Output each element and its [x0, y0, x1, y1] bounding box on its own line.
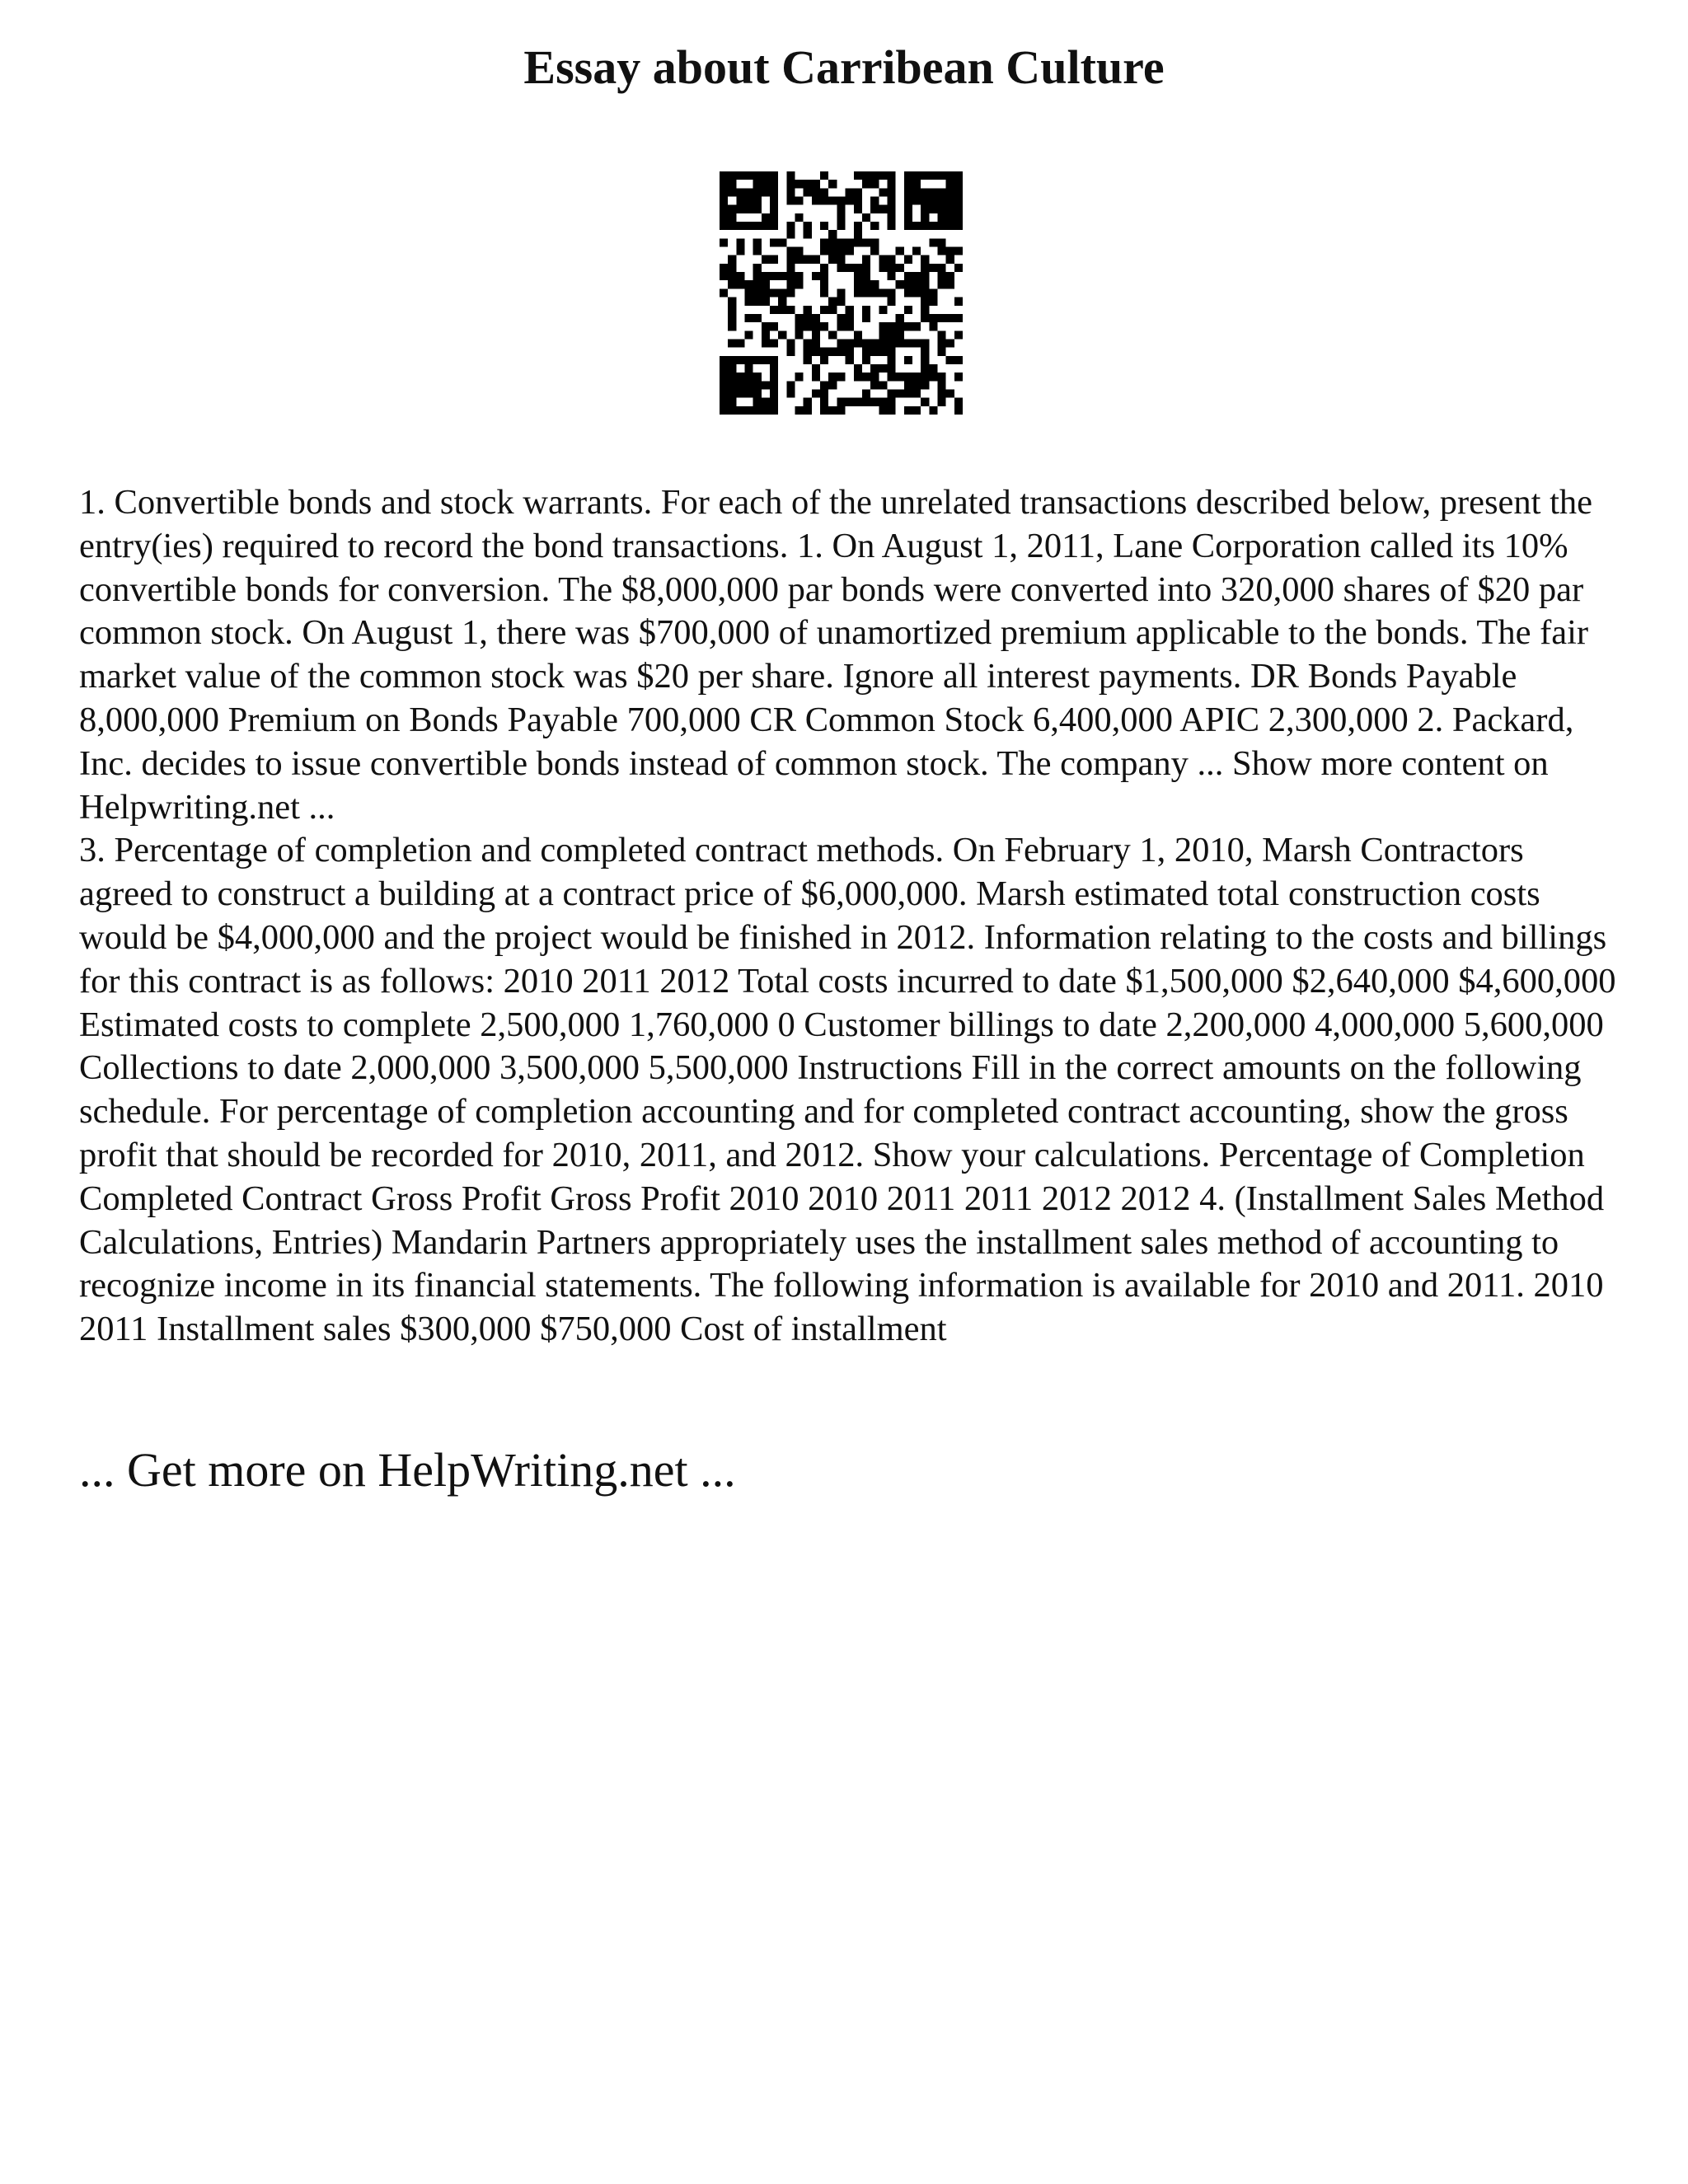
get-more-link[interactable]: ... Get more on HelpWriting.net ...	[79, 1443, 736, 1497]
document-body	[79, 481, 1620, 1352]
paragraph-1: 1. Convertible bonds and stock warrants. For each of the unrelated transactions described below, present the entry(ies) required to record the bond transactions. 1. On August 1, 2011, Lane Corporation called its 10% convertible bonds for conversion. The $8,000,000 par bonds were converted into 320,000 shares of $20 par common stock. On August 1, there was $700,000 of unamortized premium applicable to the bonds. The fair market value of the common stock was $20 per share. Ignore all interest payments. DR Bonds Payable 8,000,000 Premium on Bonds Payable 700,000 CR Common Stock 6,400,000 APIC 2,300,000 2. Packard, Inc. decides to issue convertible bonds instead of common stock. The company ... Show more content on Helpwriting.net ...	[79, 483, 1592, 827]
qr-code-icon	[720, 171, 963, 415]
paragraph-2: 3. Percentage of completion and completed contract methods. On February 1, 2010, Marsh Contractors agreed to construct a building at a contract price of $6,000,000. Marsh estimated total construction costs would be $4,000,000 and the project would be finished in 2012. Information relating to the costs and billings for this contract is as follows: 2010 2011 2012 Total costs incurred to date $1,500,000 $2,640,000 $4,600,000 Estimated costs to complete 2,500,000 1,760,000 0 Customer billings to date 2,200,000 4,000,000 5,600,000 Collections to date 2,000,000 3,500,000 5,500,000 Instructions Fill in the correct amounts on the following schedule. For percentage of completion accounting and for completed contract accounting, show the gross profit that should be recorded for 2010, 2011, and 2012. Show your calculations. Percentage of Completion Completed Contract Gross Profit Gross Profit 2010 2010 2011 2011 2012 2012 4. (Installment Sales Method Calculations, Entries) Mandarin Partners appropriately uses the installment sales method of accounting to recognize income in its financial statements. The following information is available for 2010 and 2011. 2010 2011 Installment sales $300,000 $750,000 Cost of installment	[79, 831, 1616, 1349]
document-title: Essay about Carribean Culture	[523, 40, 1165, 94]
